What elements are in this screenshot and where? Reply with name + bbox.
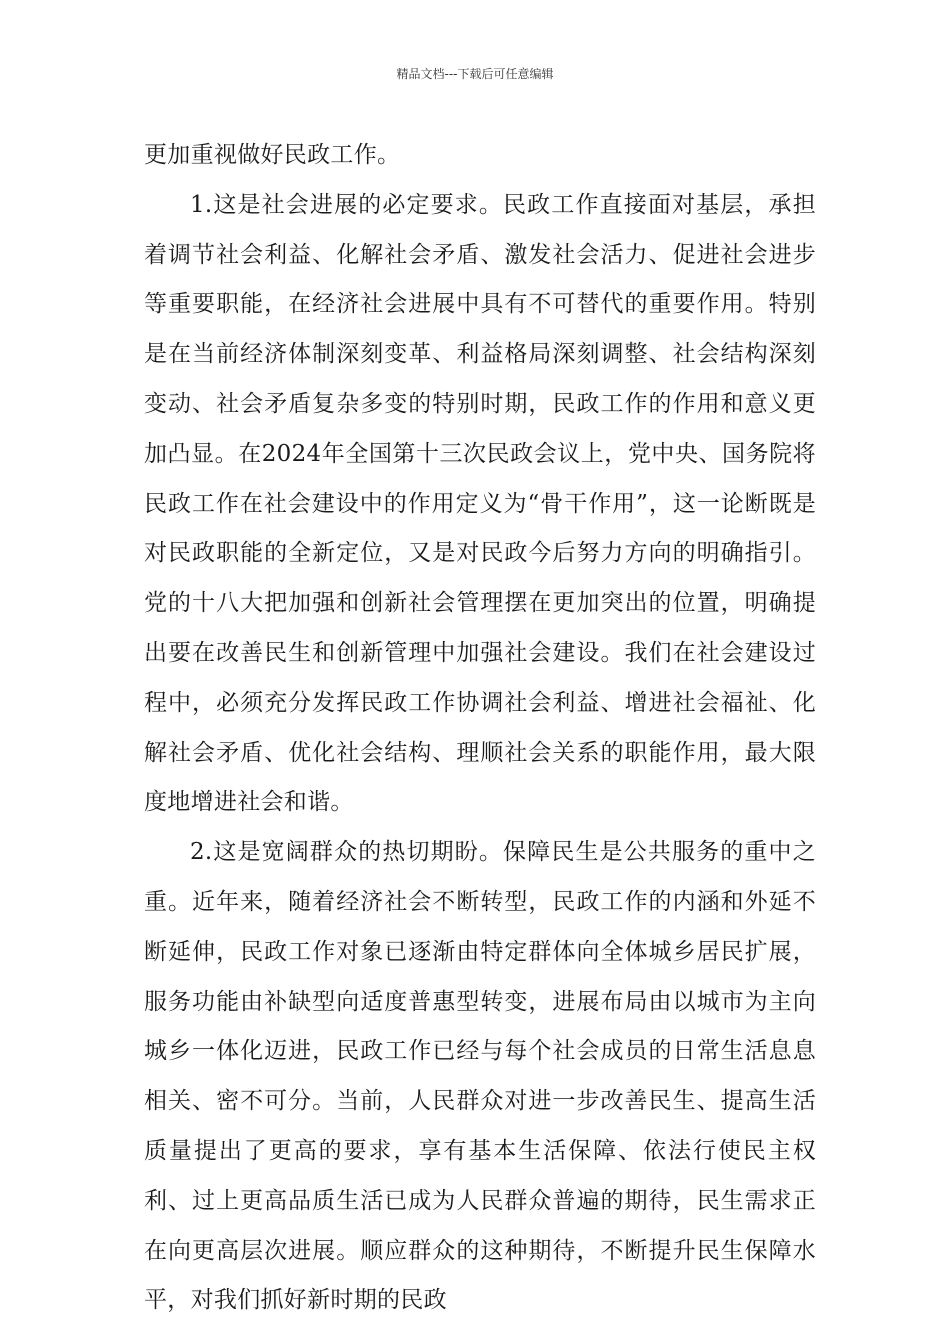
paragraph-point-2: 2.这是宽阔群众的热切期盼。保障民生是公共服务的重中之重。近年来，随着经济社会不断转型，民政工作的内涵和外延不断延伸，民政工作对象已逐渐由特定群体向全体城乡居民扩展，服务功能由补缺型向适度普惠型转变，进展布局由以城市为主向城乡一体化迈进，民政工作已经与每个社会成员的日常生活息息相关、密不可分。当前，人民群众对进一步改善民生、提高生活质量提出了更高的要求，享有基本生活保障、依法行使民主权利、过上更高品质生活已成为人民群众普遍的期待，民生需求正在向更高层次进展。顺应群众的这种期待，不断提升民生保障水平，对我们抓好新时期的民政 (144, 839, 816, 1314)
document-body (144, 131, 816, 1326)
page-header: 精品文档---下载后可任意编辑 (396, 67, 554, 81)
paragraph-point-1: 1.这是社会进展的必定要求。民政工作直接面对基层，承担着调节社会利益、化解社会矛盾、激发社会活力、促进社会进步等重要职能，在经济社会进展中具有不可替代的重要作用。特别是在当前经济体制深刻变革、利益格局深刻调整、社会结构深刻变动、社会矛盾复杂多变的特别时期，民政工作的作用和意义更加凸显。在2024年全国第十三次民政会议上，党中央、国务院将民政工作在社会建设中的作用定义为“骨干作用”，这一论断既是对民政职能的全新定位，又是对民政今后努力方向的明确指引。党的十八大把加强和创新社会管理摆在更加突出的位置，明确提出要在改善民生和创新管理中加强社会建设。我们在社会建设过程中，必须充分发挥民政工作协调社会利益、增进社会福祉、化解社会矛盾、优化社会结构、理顺社会关系的职能作用，最大限度地增进社会和谐。 (144, 191, 816, 816)
paragraph-continuation: 更加重视做好民政工作。 (144, 142, 401, 168)
